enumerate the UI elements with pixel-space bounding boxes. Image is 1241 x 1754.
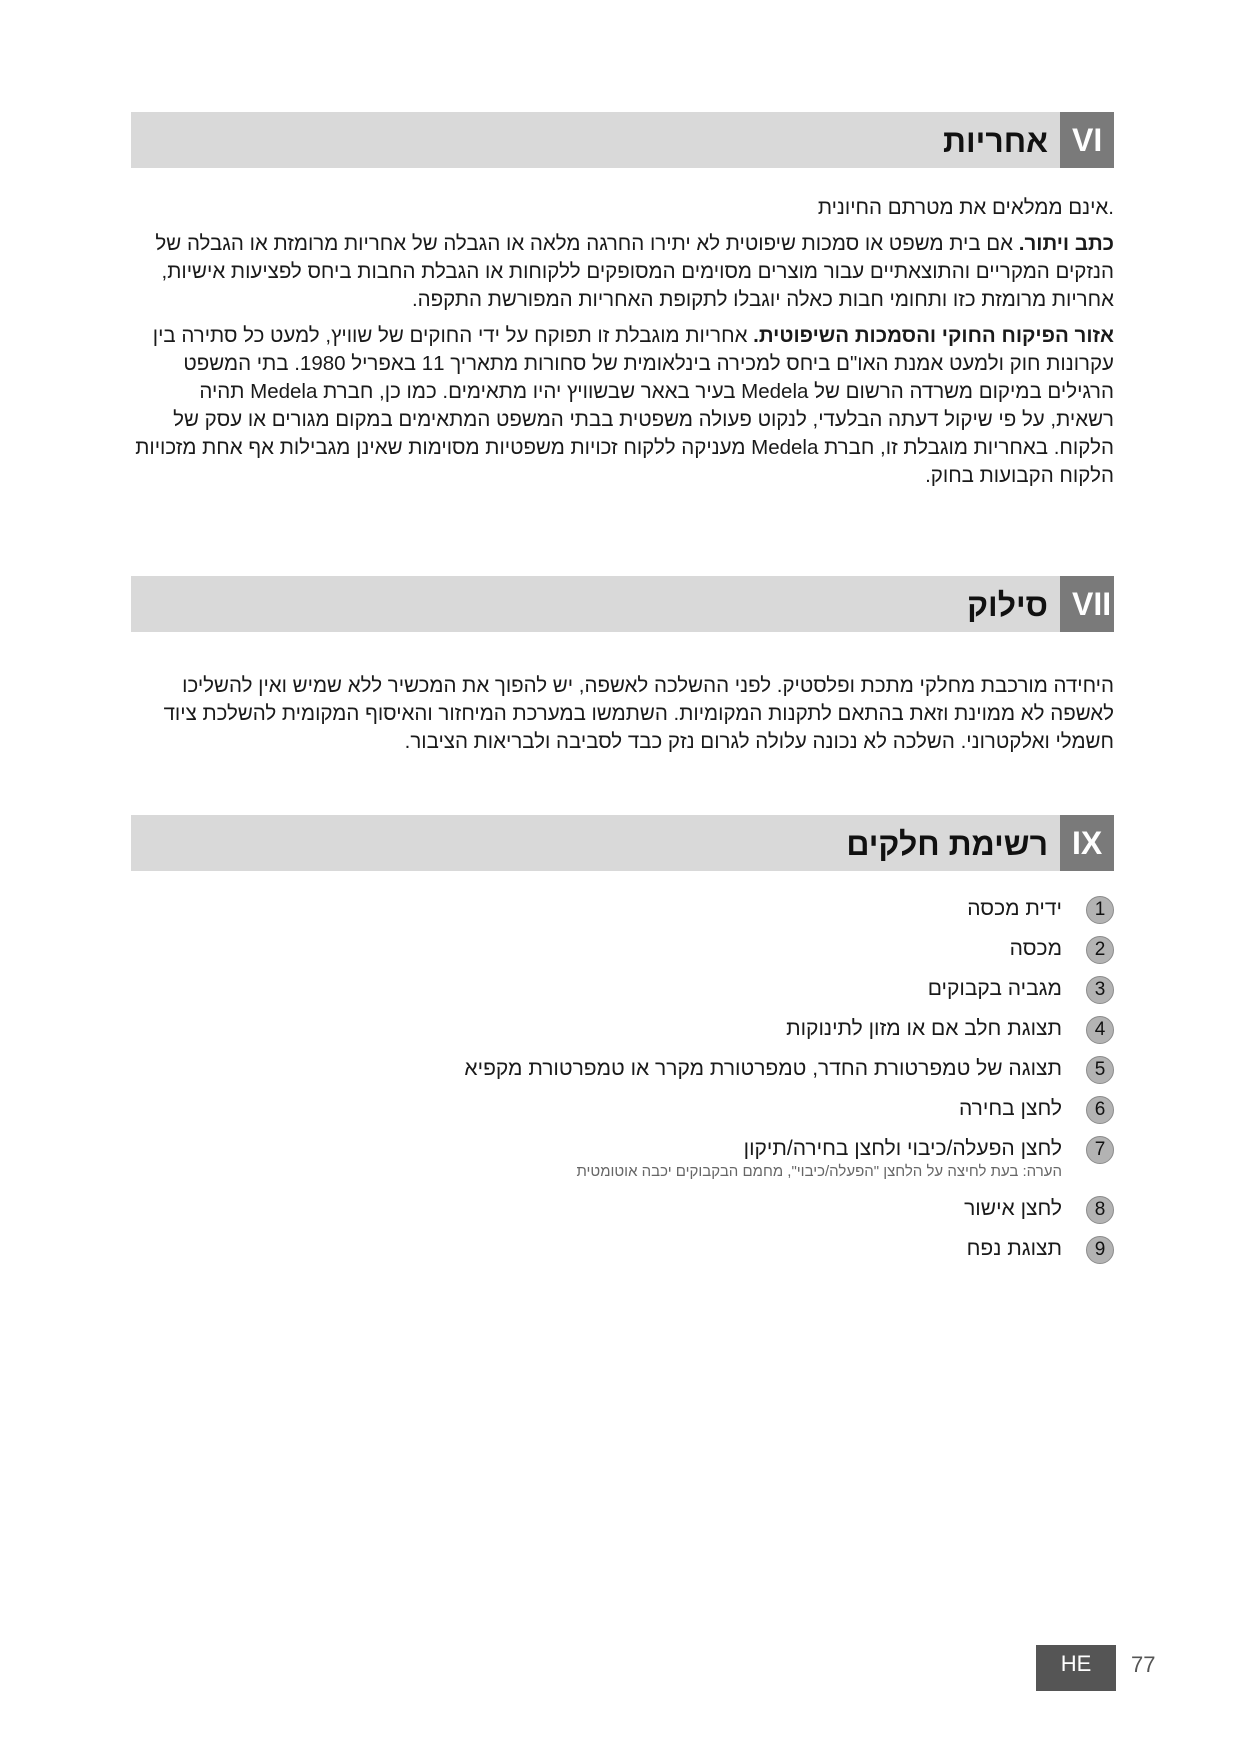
list-item xyxy=(314,1093,1114,1133)
warranty-disclaimer xyxy=(131,230,1114,314)
part-label-group xyxy=(576,1133,1062,1181)
part-number-badge: 5 xyxy=(1086,1056,1114,1084)
section-header-warranty xyxy=(131,112,1114,168)
section-number: VII xyxy=(1060,576,1114,632)
part-number-badge: 7 xyxy=(1086,1136,1114,1164)
jurisdiction-heading: אזור הפיקוח החוקי והסמכות השיפוטית. xyxy=(753,324,1114,347)
part-label: מגביה בקבוקים xyxy=(927,977,1062,1000)
list-item xyxy=(314,1233,1114,1273)
part-label: תצוגה של טמפרטורת החדר, טמפרטורת מקרר או טמפרטורת מקפיא xyxy=(464,1057,1062,1080)
section-header-parts xyxy=(131,815,1114,871)
disclaimer-heading: כתב ויתור. xyxy=(1018,232,1114,255)
disposal-text: היחידה מורכבת מחלקי מתכת ופלסטיק. לפני ההשלכה לאשפה, יש להפוך את המכשיר ללא שמיש ואין להשליכו לאשפה לא ממוינת וזאת בהתאם לתקנות המקומיות. השתמשו במערכת המיחזור והאיסוף המקומית להשלכת ציוד חשמלי ואלקטרוני. השלכה לא נכונה עלולה לגרום נזק כבד לסביבה ולבריאות הציבור. xyxy=(163,674,1114,753)
disposal-body xyxy=(160,672,1114,764)
part-label: לחצן אישור xyxy=(964,1197,1062,1220)
page-number: 77 xyxy=(1131,1652,1156,1677)
part-number-badge: 1 xyxy=(1086,896,1114,924)
part-number-badge: 6 xyxy=(1086,1096,1114,1124)
part-note: הערה: בעת לחיצה על הלחצן "הפעלה/כיבוי", מחמם הבקבוקים יכבה אוטומטית xyxy=(576,1163,1062,1180)
list-item xyxy=(314,973,1114,1013)
list-item xyxy=(314,933,1114,973)
section-number: VI xyxy=(1060,112,1114,168)
section-title: סילוק xyxy=(967,587,1048,623)
part-label: ידית מכסה xyxy=(967,897,1062,920)
warranty-intro: .אינם ממלאים את מטרתם החיונית xyxy=(817,196,1114,219)
section-title: אחריות xyxy=(943,123,1048,159)
section-title: רשימת חלקים xyxy=(846,826,1048,862)
part-label: לחצן בחירה xyxy=(958,1097,1062,1120)
list-item xyxy=(314,1193,1114,1233)
list-item xyxy=(314,1133,1114,1193)
part-label: תצוגת חלב אם או מזון לתינוקות xyxy=(786,1017,1062,1040)
section-number: IX xyxy=(1060,815,1114,871)
part-number-badge: 9 xyxy=(1086,1236,1114,1264)
list-item xyxy=(314,1013,1114,1053)
part-label: לחצן הפעלה/כיבוי ולחצן בחירה/תיקון xyxy=(743,1137,1062,1160)
warranty-jurisdiction xyxy=(131,322,1114,490)
part-number-badge: 8 xyxy=(1086,1196,1114,1224)
warranty-body xyxy=(131,194,1114,498)
disclaimer-text: אם בית משפט או סמכות שיפוטית לא יתירו החרגה מלאה או הגבלה של אחריות מרומזת או הגבלה של הנזקים המקריים והתוצאתיים עבור מוצרים מסוימים המסופקים ללקוחות או הגבלת החבות ביחס לפציעות אישיות, אחריות מרומזת כזו ותחומי חבות כאלה יוגבלו לתקופת האחריות המפורשת התקפה. xyxy=(155,232,1114,311)
language-tab: HE xyxy=(1036,1645,1116,1691)
part-number-badge: 2 xyxy=(1086,936,1114,964)
parts-list xyxy=(314,893,1114,1273)
list-item xyxy=(314,893,1114,933)
list-item xyxy=(314,1053,1114,1093)
section-header-disposal xyxy=(131,576,1114,632)
part-label: מכסה xyxy=(1009,937,1062,960)
part-label: תצוגת נפח xyxy=(966,1237,1062,1260)
jurisdiction-text: אחריות מוגבלת זו תפוקח על ידי החוקים של שוויץ, למעט כל סתירה בין עקרונות חוק ולמעט אמנת האו"ם ביחס למכירה בינלאומית של סחורות מתאריך 11 באפריל 1980. בתי המשפט הרגילים במיקום משרדה הרשום של Medela בעיר באאר שבשוויץ יהיו מתאימים. כמו כן, חברת Medela תהיה רשאית, על פי שיקול דעתה הבלעדי, לנקוט פעולה משפטית בבתי המשפט המתאימים במקום מגורים או עסק של הלקוח. באחריות מוגבלת זו, חברת Medela מעניקה ללקוח זכויות משפטיות מסוימות שאינן מגבילות אף אחת מזכויות הלקוח הקבועות בחוק. xyxy=(135,324,1114,487)
part-number-badge: 4 xyxy=(1086,1016,1114,1044)
part-number-badge: 3 xyxy=(1086,976,1114,1004)
